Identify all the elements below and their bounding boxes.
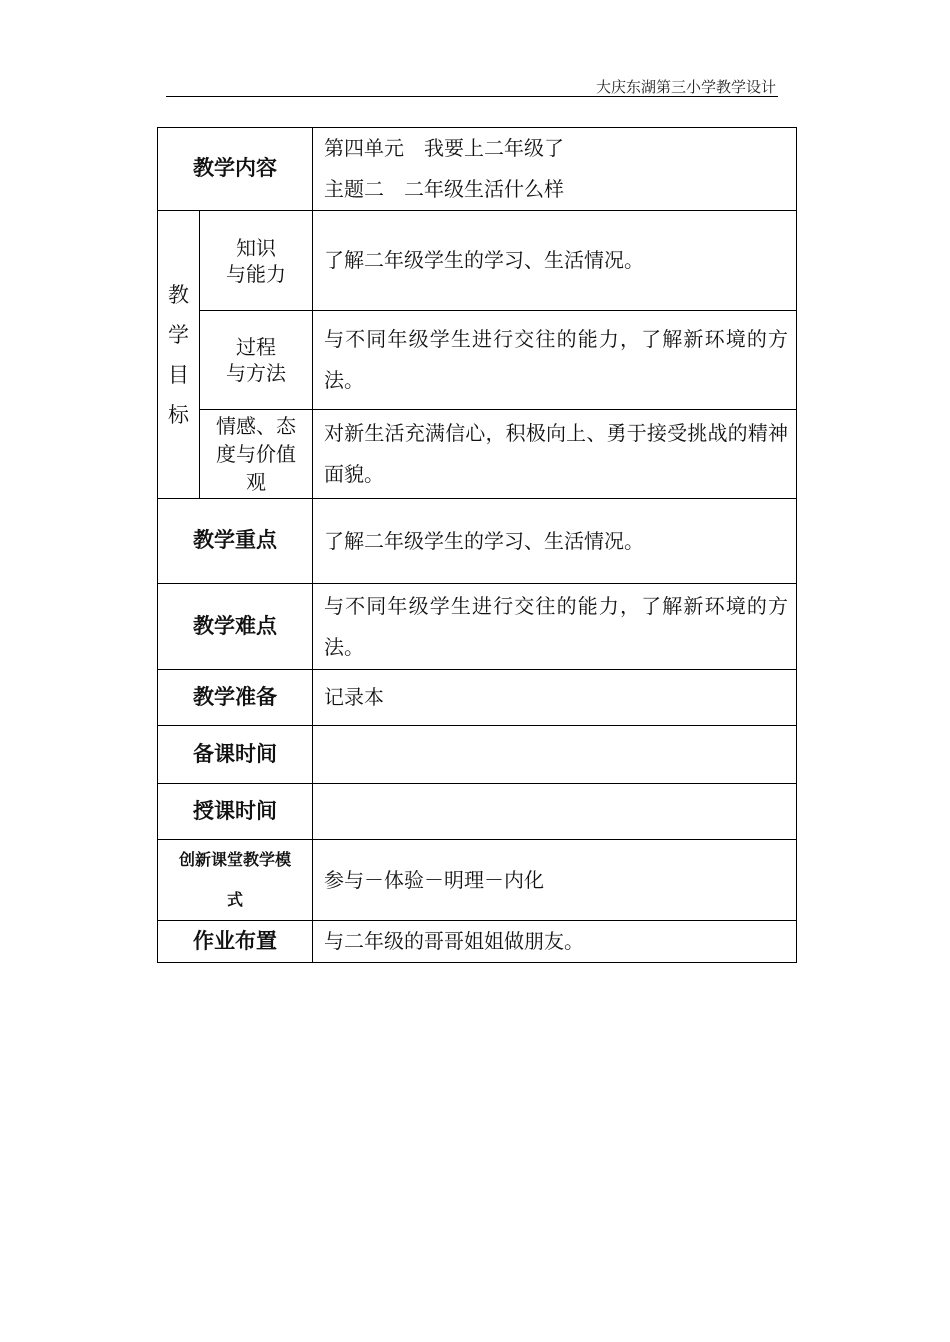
mode-label-line2: 式 bbox=[226, 890, 243, 909]
homework-value: 与二年级的哥哥姐姐做朋友。 bbox=[313, 921, 797, 963]
homework-label: 作业布置 bbox=[158, 921, 313, 963]
key-points-label: 教学重点 bbox=[158, 499, 313, 584]
mode-value: 参与－体验－明理－内化 bbox=[313, 840, 797, 921]
row-homework bbox=[158, 921, 797, 963]
goal-process-label-line2: 与方法 bbox=[226, 361, 286, 385]
goal-attitude-label-line3: 观 bbox=[246, 470, 266, 494]
goals-label-char: 学 bbox=[168, 322, 189, 347]
teach-time-label: 授课时间 bbox=[158, 784, 313, 840]
goal-attitude-label bbox=[200, 410, 313, 499]
goal-attitude-label-line2: 度与价值 bbox=[216, 442, 296, 466]
goal-knowledge-value: 了解二年级学生的学习、生活情况。 bbox=[313, 211, 797, 311]
lesson-plan-table bbox=[157, 127, 797, 963]
content-line2: 主题二 二年级生活什么样 bbox=[324, 177, 564, 201]
row-preparation bbox=[158, 670, 797, 726]
row-goal-attitude bbox=[158, 410, 797, 499]
row-prep-time bbox=[158, 726, 797, 784]
difficulties-label: 教学难点 bbox=[158, 584, 313, 670]
key-points-value: 了解二年级学生的学习、生活情况。 bbox=[313, 499, 797, 584]
row-goal-process bbox=[158, 311, 797, 410]
content-value bbox=[313, 128, 797, 211]
school-header-title: 大庆东湖第三小学教学设计 bbox=[595, 78, 776, 96]
preparation-value: 记录本 bbox=[313, 670, 797, 726]
goals-label bbox=[158, 211, 200, 499]
prep-time-label: 备课时间 bbox=[158, 726, 313, 784]
teach-time-value bbox=[313, 784, 797, 840]
row-mode bbox=[158, 840, 797, 921]
goal-process-value: 与不同年级学生进行交往的能力，了解新环境的方法。 bbox=[313, 311, 797, 410]
difficulties-value: 与不同年级学生进行交往的能力，了解新环境的方法。 bbox=[313, 584, 797, 670]
goal-knowledge-label bbox=[200, 211, 313, 311]
mode-label bbox=[158, 840, 313, 921]
row-content bbox=[158, 128, 797, 211]
header-rule bbox=[166, 96, 778, 97]
goals-label-char: 目 bbox=[168, 362, 189, 387]
row-goal-knowledge bbox=[158, 211, 797, 311]
goals-label-char: 教 bbox=[168, 282, 189, 307]
goal-knowledge-label-line2: 与能力 bbox=[226, 261, 286, 286]
goal-process-label-line1: 过程 bbox=[236, 335, 276, 359]
goal-knowledge-label-line1: 知识 bbox=[236, 235, 276, 260]
prep-time-value bbox=[313, 726, 797, 784]
goal-attitude-value: 对新生活充满信心，积极向上、勇于接受挑战的精神面貌。 bbox=[313, 410, 797, 499]
content-line1: 第四单元 我要上二年级了 bbox=[324, 136, 564, 160]
row-difficulties bbox=[158, 584, 797, 670]
row-key-points bbox=[158, 499, 797, 584]
mode-label-line1: 创新课堂教学模 bbox=[178, 850, 291, 869]
preparation-label: 教学准备 bbox=[158, 670, 313, 726]
goals-label-char: 标 bbox=[168, 402, 189, 427]
goal-attitude-label-line1: 情感、态 bbox=[216, 414, 296, 438]
row-teach-time bbox=[158, 784, 797, 840]
content-label: 教学内容 bbox=[158, 128, 313, 211]
goal-process-label bbox=[200, 311, 313, 410]
